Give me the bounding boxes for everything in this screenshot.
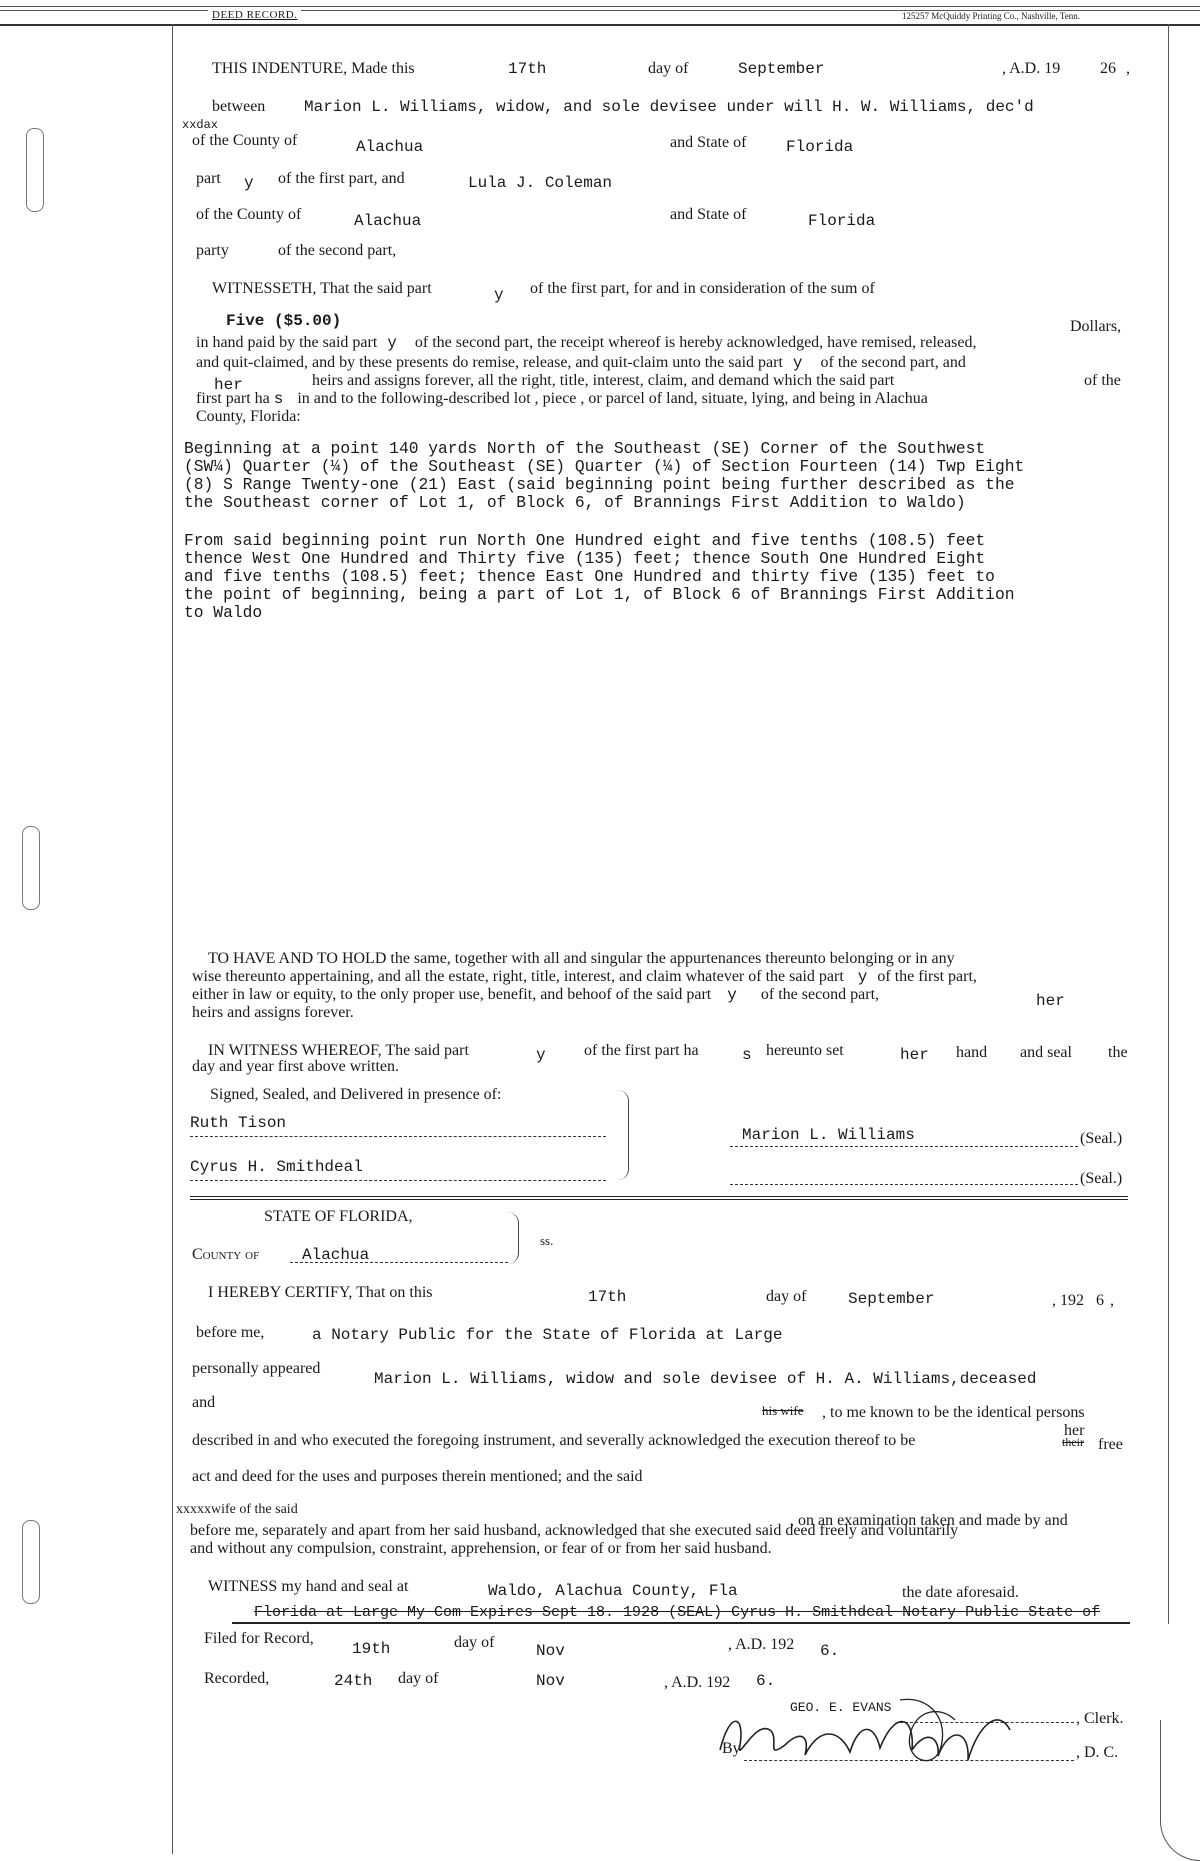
legal-line: thence West One Hundred and Thirty five (135) feet; thence South One Hundred Eight xyxy=(184,549,986,568)
section-divider xyxy=(190,1196,1128,1200)
legal-line: to Waldo xyxy=(184,603,263,622)
filed-day: 19th xyxy=(352,1640,391,1658)
body-1-y: y xyxy=(387,334,397,352)
legal-line: From said beginning point run North One Hundred eight and five tenths (108.5) feet xyxy=(184,531,986,550)
filed-month: Nov xyxy=(536,1642,565,1660)
ack-month: September xyxy=(848,1290,935,1308)
personally-appeared: personally appeared xyxy=(192,1360,321,1377)
body-3-text: heirs and assigns forever, all the right, title, interest, claim, and demand which the said part xyxy=(312,372,895,389)
legal-line: the Southeast corner of Lot 1, of Block 6, of Brannings First Addition to Waldo) xyxy=(184,493,966,512)
body-4-text: first part ha xyxy=(196,390,270,407)
recorded-year: 6. xyxy=(756,1672,776,1690)
part-label: part xyxy=(196,170,221,187)
filed-label: Filed for Record, xyxy=(204,1630,314,1647)
deputy-clerk-signature xyxy=(700,1690,1030,1780)
signed-sealed-delivered: Signed, Sealed, and Delivered in presence of: xyxy=(210,1086,502,1103)
before-me-separately: before me, separately and apart from her said husband, acknowledged that she executed said deed freely and voluntarily xyxy=(190,1522,959,1539)
indenture-ad: , A.D. 19 xyxy=(1002,60,1061,77)
before-me: before me, xyxy=(196,1324,265,1341)
indenture-year: 26 xyxy=(1100,60,1116,77)
and-label: and xyxy=(192,1394,216,1411)
body-3-rest: of the xyxy=(1084,372,1121,389)
in-witness-line-2: day and year first above written. xyxy=(192,1058,400,1075)
left-margin-rule xyxy=(172,24,173,1854)
ack-day: 17th xyxy=(588,1288,627,1306)
legal-line: (SW¼) Quarter (¼) of the Southeast (SE) Quarter (¼) of Section Fourteen (14) Twp Eight xyxy=(184,457,1025,476)
clerk-label: , Clerk. xyxy=(1076,1710,1124,1727)
grantee-state: Florida xyxy=(808,212,876,230)
grantor-signature: Marion L. Williams xyxy=(742,1126,915,1144)
in-witness-the: the xyxy=(1108,1044,1128,1061)
body-2-rest: of the second part, and xyxy=(820,354,966,371)
witnesseth-a: WITNESSETH, That the said part xyxy=(212,280,432,297)
dollars-label: Dollars, xyxy=(1070,318,1122,335)
part-y: y xyxy=(244,174,254,192)
her-above: her xyxy=(1064,1422,1085,1439)
in-witness-a: IN WITNESS WHEREOF, The said part xyxy=(208,1042,469,1059)
without-compulsion: and without any compulsion, constraint, apprehension, or fear of or from her said husband. xyxy=(190,1540,772,1557)
body-1-rest: of the second part, the receipt whereof is hereby acknowledged, have remised, released, xyxy=(414,334,977,351)
indenture-day-of: day of xyxy=(648,60,689,77)
in-witness-seal: and seal xyxy=(1020,1044,1072,1061)
between-label: between xyxy=(212,98,266,115)
recorded-day: 24th xyxy=(334,1672,373,1690)
appeared-name: Marion L. Williams, widow and sole devisee of H. A. Williams,deceased xyxy=(374,1370,1037,1388)
binder-hole-bottom xyxy=(22,1520,40,1604)
struck-notary-text: Florida at Large My Com Expires Sept 18. 1928 (SEAL) Cyrus H. Smithdeal Notary Public State of xyxy=(254,1604,1101,1621)
in-witness-s: s xyxy=(742,1046,752,1064)
habendum-2-y: y xyxy=(857,968,868,986)
ack-county: Alachua xyxy=(302,1246,370,1264)
act-and-deed: act and deed for the uses and purposes therein mentioned; and the said xyxy=(192,1468,643,1485)
recorded-label: Recorded, xyxy=(204,1670,270,1687)
grantee-name: Lula J. Coleman xyxy=(468,174,613,192)
dc-label: , D. C. xyxy=(1076,1744,1119,1761)
wife-of-said: xxxxxwife of the said xyxy=(176,1502,298,1517)
right-margin-rule xyxy=(1168,24,1169,1624)
on-an-examination: , on an examination taken and made by and xyxy=(790,1512,1068,1529)
indenture-intro: THIS INDENTURE, Made this xyxy=(212,60,415,77)
ss-label: ss. xyxy=(540,1233,554,1248)
legal-description-para-1 xyxy=(184,440,1024,512)
habendum-line-3 xyxy=(192,986,879,1004)
in-witness-y: y xyxy=(536,1046,546,1064)
page-curl-edge xyxy=(1160,1720,1200,1861)
body-1-text: in hand paid by the said part xyxy=(196,334,378,351)
habendum-3-rest: of the second part, xyxy=(760,986,880,1003)
by-label: By xyxy=(722,1740,741,1757)
grantor-name: Marion L. Williams, widow, and sole devisee under will H. W. Williams, dec'd xyxy=(304,98,1034,116)
body-line-1 xyxy=(196,334,976,352)
body-line-2 xyxy=(196,354,966,372)
body-4-s: s xyxy=(273,390,284,408)
ss-brace xyxy=(508,1212,519,1264)
witness-brace xyxy=(618,1090,629,1180)
party-label: party xyxy=(196,242,229,259)
indenture-year-suffix: , xyxy=(1126,60,1130,77)
his-wife-text: his wife xyxy=(762,1403,804,1418)
deed-record-title: DEED RECORD. xyxy=(208,9,301,22)
ack-county-line xyxy=(290,1252,508,1263)
body-2-y: y xyxy=(792,354,803,372)
habendum-her: her xyxy=(1036,992,1065,1010)
grantor-county: Alachua xyxy=(356,138,424,156)
in-witness-b: of the first part ha xyxy=(584,1042,699,1059)
second-part: of the second part, xyxy=(278,242,397,259)
body-2-text: and quit-claimed, and by these presents do remise, release, and quit-claim unto the said part xyxy=(196,354,783,371)
grantor-state: Florida xyxy=(786,138,854,156)
filed-ad: , A.D. 192 xyxy=(728,1636,795,1653)
witnesseth-b: of the first part, for and in consideration of the sum of xyxy=(530,280,875,297)
recorded-day-of: day of xyxy=(398,1670,439,1687)
habendum-line-2 xyxy=(192,968,977,986)
second-signature-line xyxy=(730,1174,1078,1185)
grantee-county: Alachua xyxy=(354,212,422,230)
struck-notary-line xyxy=(254,1604,1100,1621)
witness-1-name: Ruth Tison xyxy=(190,1114,287,1132)
their-struck-text: their xyxy=(1062,1435,1084,1449)
witness-place: Waldo, Alachua County, Fla xyxy=(488,1582,738,1600)
witness-2-name: Cyrus H. Smithdeal xyxy=(190,1158,363,1176)
legal-description-para-2 xyxy=(184,532,1014,622)
habendum-3-y: y xyxy=(727,986,737,1004)
binder-hole-top xyxy=(26,128,44,212)
legal-line: the point of beginning, being a part of Lot 1, of Block 6 of Brannings First Addition xyxy=(184,585,1015,604)
seal-label-2: (Seal.) xyxy=(1080,1170,1123,1187)
grantor-county-label: of the County of xyxy=(192,132,298,149)
notary-officer: a Notary Public for the State of Florida at Large xyxy=(312,1326,783,1344)
certify-text: I HEREBY CERTIFY, That on this xyxy=(208,1284,433,1301)
first-part-and: of the first part, and xyxy=(278,170,405,187)
grantee-state-label: and State of xyxy=(670,206,747,223)
indenture-day: 17th xyxy=(508,60,547,78)
binder-hole-middle xyxy=(22,826,40,910)
struck-word: xxdax xyxy=(182,118,219,132)
seal-label-1: (Seal.) xyxy=(1080,1130,1123,1147)
body-line-4 xyxy=(196,390,928,408)
recorded-month: Nov xyxy=(536,1672,565,1690)
filed-day-of: day of xyxy=(454,1634,495,1651)
printer-imprint: 125257 McQuiddy Printing Co., Nashville, Tenn. xyxy=(898,11,1084,21)
consideration-amount: Five ($5.00) xyxy=(226,312,342,330)
in-witness-hand: hand xyxy=(956,1044,988,1061)
body-4-rest: in and to the following-described lot , piece , or parcel of land, situate, lying, and being in Alachua xyxy=(297,390,928,407)
state-of-florida: STATE OF FLORIDA, xyxy=(264,1208,413,1225)
witness-2-line xyxy=(190,1168,606,1181)
in-witness-c: hereunto set xyxy=(766,1042,844,1059)
recorded-ad: , A.D. 192 xyxy=(664,1674,731,1691)
witness-1-line xyxy=(190,1126,606,1137)
indenture-month: September xyxy=(738,60,825,78)
habendum-2-rest: of the first part, xyxy=(877,968,977,985)
legal-line: and five tenths (108.5) feet; thence East One Hundred and thirty five (135) feet to xyxy=(184,567,995,586)
described-text: described in and who executed the foregoing instrument, and severally acknowledged the execution thereof to be xyxy=(192,1432,916,1449)
witnesseth-y: y xyxy=(494,286,504,304)
legal-line: (8) S Range Twenty-one (21) East (said beginning point being further described as the xyxy=(184,475,1015,494)
free-label: free xyxy=(1098,1436,1123,1453)
county-of-label xyxy=(192,1246,259,1264)
body-5: County, Florida: xyxy=(196,408,301,425)
clerk-name: GEO. E. EVANS xyxy=(790,1700,892,1715)
county-of-text: County of xyxy=(192,1246,260,1263)
habendum-line-4: heirs and assigns forever. xyxy=(192,1004,354,1021)
his-wife-struck xyxy=(762,1404,804,1419)
notary-rule xyxy=(232,1622,1130,1624)
date-aforesaid: the date aforesaid. xyxy=(902,1584,1019,1601)
habendum-line-1: TO HAVE AND TO HOLD the same, together with all and singular the appurtenances thereunto belonging or in any xyxy=(208,950,955,967)
body-3-her: her xyxy=(214,376,243,394)
filed-year: 6. xyxy=(820,1642,840,1660)
their-struck xyxy=(1062,1436,1084,1450)
grantor-signature-line xyxy=(730,1136,1078,1147)
ack-year: 6 xyxy=(1096,1292,1104,1309)
ack-year-prefix: , 192 xyxy=(1052,1292,1084,1309)
in-witness-her: her xyxy=(900,1046,929,1064)
habendum-2-text: wise thereunto appertaining, and all the estate, right, title, interest, and claim whatever of the said part xyxy=(192,968,844,985)
grantor-state-label: and State of xyxy=(670,134,747,151)
to-me-known: , to me known to be the identical persons xyxy=(822,1404,1085,1421)
grantee-county-label: of the County of xyxy=(196,206,302,223)
ack-year-suffix: , xyxy=(1110,1292,1114,1309)
legal-line: Beginning at a point 140 yards North of the Southeast (SE) Corner of the Southwest xyxy=(184,439,986,458)
habendum-3-text: either in law or equity, to the only proper use, benefit, and behoof of the said part xyxy=(192,986,712,1003)
ack-day-of: day of xyxy=(766,1288,807,1305)
witness-hand-seal: WITNESS my hand and seal at xyxy=(208,1578,409,1595)
